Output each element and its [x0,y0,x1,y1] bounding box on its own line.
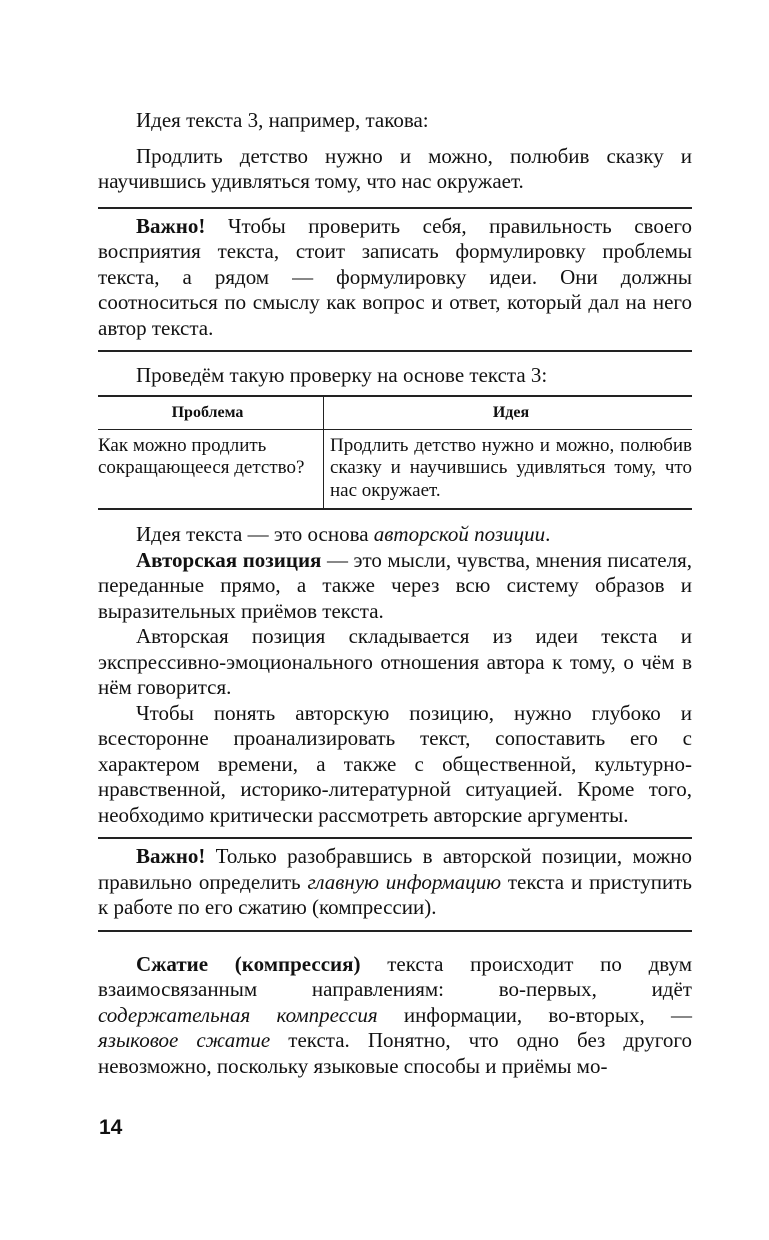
p1-post: . [545,522,551,546]
p2-text: — это мысли, чувства, мнения писателя, переданные прямо, а также через всю систему образов и выразительных приёмов текста. [98,547,692,623]
paragraph-compression [98,952,692,1080]
note1-label: Важно! [136,213,206,238]
paragraph-analysis: Чтобы понять авторскую позицию, нужно глубоко и всесторонне проанализировать текст, сопоставить его с характером времени, а также с общественной, культурно-нравственной, историко-литературной ситуацией. Кроме того, необходимо критически рассмотреть авторские аргументы. [98,700,692,827]
note1 [98,214,692,342]
note1-text: Чтобы проверить себя, правильность своего восприятия текста, стоит записать формулировку проблемы текста, а рядом — формулировку идеи. Они должны соотноситься по смыслу как вопрос и ответ, который дал на него автор текста. [98,213,692,340]
table-cell-problem: Как можно продлить сокращающееся детство? [98,430,324,509]
note2-em: главную информацию [307,869,502,894]
p1-em: авторской позиции [373,522,546,546]
p2-term: Авторская позиция [136,547,322,572]
paragraph-author-position [98,548,692,625]
paragraph-idea-basis [98,522,692,548]
paragraph-position-composition: Авторская позиция складывается из идеи текста и экспрессивно-эмоционального отношения автора к тому, о чём в нём говорится. [98,624,692,699]
page-number: 14 [99,1116,123,1139]
p5-t1: текста происходит по двум взаимосвязанным направлениям: во-первых, идёт [98,951,692,1001]
note2-post: текста и приступить к работе по его сжатию (компрессии). [98,869,692,919]
table-cell-idea: Продлить детство нужно и можно, полюбив сказку и научившись удивляться тому, что нас окружает. [330,434,692,501]
note2 [98,844,692,921]
table-row [98,430,692,509]
intro-heading: Идея текста 3, например, такова: [136,108,429,132]
table-header-idea: Идея [492,403,530,421]
check-intro: Проведём такую проверку на основе текста 3: [136,363,548,387]
p5-term: Сжатие (компрессия) [136,951,361,976]
note2-label: Важно! [136,844,206,868]
intro-statement: Продлить детство нужно и можно, полюбив сказку и научившись удивляться тому, что нас окружает. [98,143,692,193]
page-content [98,108,692,1079]
p1-pre: Идея текста — это основа [136,522,374,546]
p5-em1: содержательная компрессия [98,1002,378,1027]
p5-t3: текста. Понятно, что одно без другого невозможно, поскольку языковые способы и приёмы мо- [98,1028,692,1078]
problem-idea-table [98,395,692,511]
table-header-problem: Проблема [98,397,324,429]
note2-pre: Только разобравшись в авторской позиции, можно правильно определить [98,844,692,894]
table-header-row [98,397,692,430]
p5-t2: информации, во-вторых, — [377,1002,692,1027]
p5-em2: языковое сжатие [98,1028,271,1052]
